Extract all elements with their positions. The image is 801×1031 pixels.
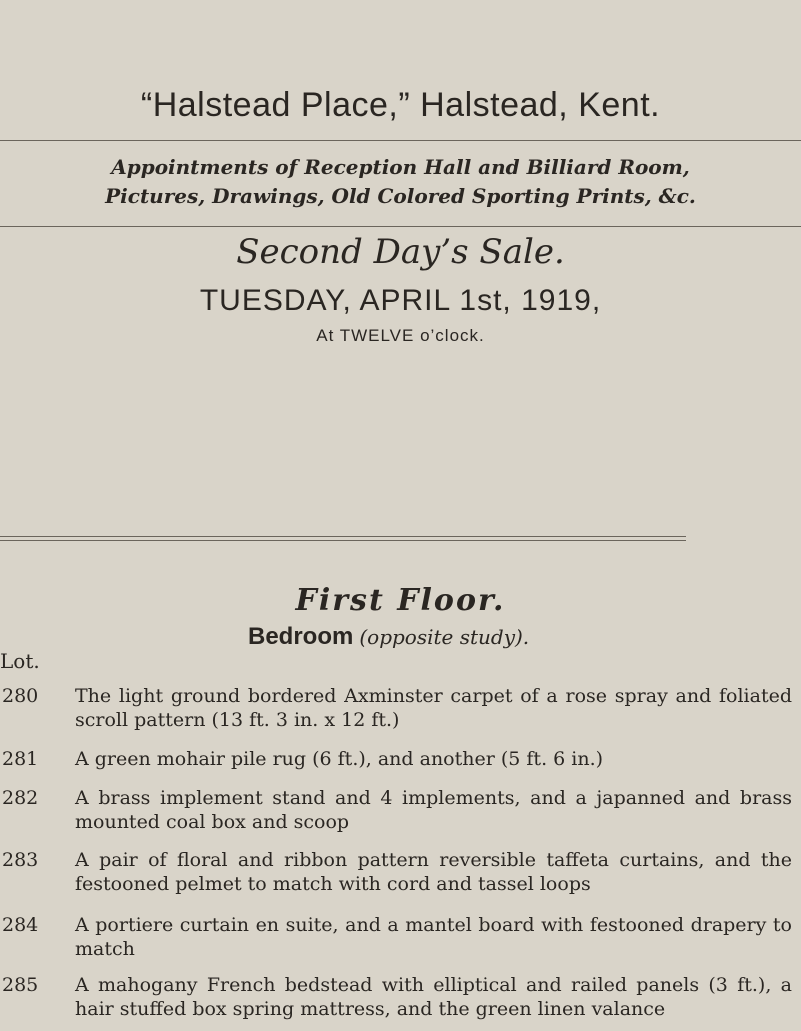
subtitle-line-1: Appointments of Reception Hall and Billiard Room, <box>111 155 690 179</box>
lot-description: A pair of floral and ribbon pattern reversible taffeta curtains, and the festooned pelmet to match with cord and tassel loops <box>75 849 792 895</box>
room-note: (opposite study). <box>359 625 530 649</box>
lot-description: The light ground bordered Axminster carpet of a rose spray and foliated scroll pattern (13 ft. 3 in. x 12 ft.) <box>75 685 792 731</box>
sale-heading: Second Day’s Sale. <box>236 232 565 272</box>
room-name: Bedroom <box>248 623 354 650</box>
lot-description: A brass implement stand and 4 implements, and a japanned and brass mounted coal box and scoop <box>75 787 792 833</box>
lot-number: 281 <box>2 748 39 770</box>
lot-description: A mahogany French bedstead with elliptical and railed panels (3 ft.), a hair stuffed box spring mattress, and the green linen valance <box>75 974 792 1020</box>
divider-double-2 <box>0 540 686 541</box>
lot-number: 280 <box>2 685 39 707</box>
room-heading <box>248 622 529 651</box>
lot-number: 285 <box>2 974 39 996</box>
divider-middle <box>0 226 801 227</box>
divider-double-1 <box>0 536 686 537</box>
lot-description: A green mohair pile rug (6 ft.), and another (5 ft. 6 in.) <box>75 748 604 770</box>
lot-number: 283 <box>2 849 39 871</box>
divider-top <box>0 140 801 141</box>
lot-column-header: Lot. <box>0 649 40 673</box>
page-title: “Halstead Place,” Halstead, Kent. <box>140 86 661 124</box>
floor-heading: First Floor. <box>295 583 506 618</box>
sale-time: At TWELVE o’clock. <box>316 326 485 345</box>
sale-date: TUESDAY, APRIL 1st, 1919, <box>199 284 602 317</box>
lot-number: 284 <box>2 914 39 936</box>
lot-description: A portiere curtain en suite, and a mantel board with festooned drapery to match <box>75 914 792 960</box>
lot-number: 282 <box>2 787 39 809</box>
subtitle-line-2: Pictures, Drawings, Old Colored Sporting Prints, &c. <box>105 184 696 208</box>
